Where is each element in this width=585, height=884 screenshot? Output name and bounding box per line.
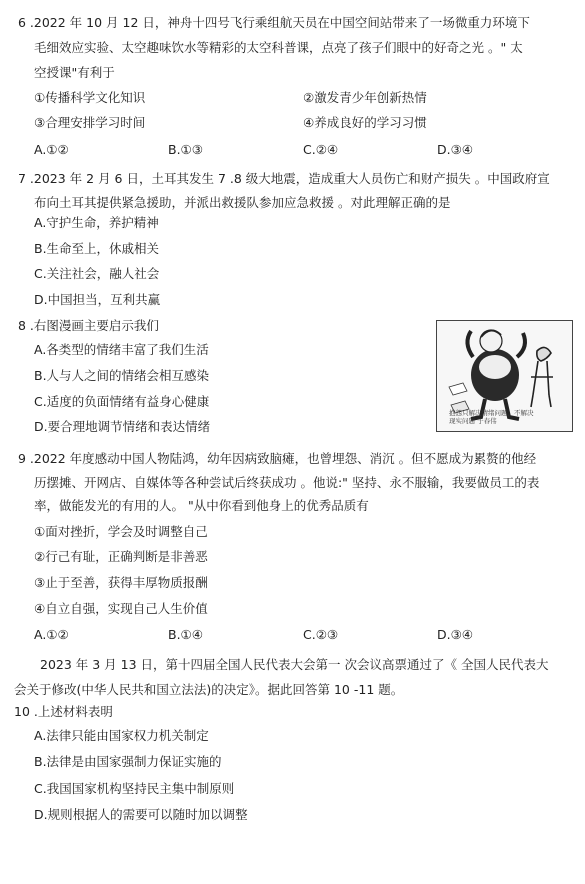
q7-option-c: C.关注社会，融人社会 xyxy=(34,266,160,281)
q10-option-c: C.我国国家机构坚持民主集中制原则 xyxy=(34,781,235,796)
q6-statement-4: ④养成良好的学习习惯 xyxy=(303,115,427,130)
q7-stem-line-2: 布向土耳其提供紧急援助，并派出救援队参加应急救援 。对此理解正确的是 xyxy=(34,195,451,210)
q10-option-b: B.法律是由国家强制力保证实施的 xyxy=(34,754,222,769)
q6-option-c: C.②④ xyxy=(303,142,339,157)
q9-stem-line-2: 历摆摊、开网店、自媒体等各种尝试后终获成功 。他说:" 坚持、永不服输，我要做员工的表 xyxy=(34,475,540,490)
q9-option-d: D.③④ xyxy=(437,627,474,642)
cartoon-caption-line-1: 抱怨只解决情绪问题，不解决 xyxy=(449,409,534,417)
q10-stem: 10 .上述材料表明 xyxy=(14,704,113,719)
material-line-2: 会关于修改(中华人民共和国立法法)的决定》。据此回答第 10 -11 题。 xyxy=(14,682,404,697)
q7-stem-line-1: 7 .2023 年 2 月 6 日，土耳其发生 7 .8 级大地震，造成重大人员伤亡和财产损失 。中国政府宣 xyxy=(18,171,550,186)
q9-option-a: A.①② xyxy=(34,627,69,642)
q10-option-d: D.规则根据人的需要可以随时加以调整 xyxy=(34,807,248,822)
q6-option-d: D.③④ xyxy=(437,142,474,157)
q6-option-b: B.①③ xyxy=(168,142,203,157)
q6-stem-line-1: 6 .2022 年 10 月 12 日，神舟十四号飞行乘组航天员在中国空间站带来了一场微重力环境下 xyxy=(18,15,530,30)
q8-cartoon-image xyxy=(436,320,573,432)
material-line-1: 2023 年 3 月 13 日，第十四届全国人民代表大会第一 次会议高票通过了《 全国人民代表大 xyxy=(40,657,549,672)
q6-stem-line-3: 空授课"有利于 xyxy=(34,65,115,80)
q8-option-c: C.适度的负面情绪有益身心健康 xyxy=(34,394,210,409)
q10-option-a: A.法律只能由国家权力机关制定 xyxy=(34,728,209,743)
q8-option-b: B.人与人之间的情绪会相互感染 xyxy=(34,368,210,383)
q6-statement-2: ②激发青少年创新热情 xyxy=(303,90,427,105)
q7-option-b: B.生命至上，休戚相关 xyxy=(34,241,160,256)
q8-option-d: D.要合理地调节情绪和表达情绪 xyxy=(34,419,211,434)
q7-option-a: A.守护生命，养护精神 xyxy=(34,215,159,230)
q6-option-a: A.①② xyxy=(34,142,69,157)
q8-stem: 8 .右图漫画主要启示我们 xyxy=(18,318,159,333)
chair-icon xyxy=(531,347,553,407)
q9-statement-3: ③止于至善，获得丰厚物质报酬 xyxy=(34,575,208,590)
q9-stem-line-1: 9 .2022 年度感动中国人物陆鸿，幼年因病致脑瘫，也曾埋怨、消沉 。但不愿成为累赘的他经 xyxy=(18,451,537,466)
q9-stem-line-3: 率，做能发光的有用的人。 "从中你看到他身上的优秀品质有 xyxy=(34,498,369,513)
q9-statement-4: ④自立自强，实现自己人生价值 xyxy=(34,601,208,616)
q9-statement-2: ②行己有耻，正确判断是非善恶 xyxy=(34,549,208,564)
q7-option-d: D.中国担当，互利共赢 xyxy=(34,292,161,307)
cartoon-caption-line-2: 现实问题 于春伟 xyxy=(449,417,497,425)
q6-statement-1: ①传播科学文化知识 xyxy=(34,90,146,105)
q6-statement-3: ③合理安排学习时间 xyxy=(34,115,146,130)
q9-option-c: C.②③ xyxy=(303,627,339,642)
q6-stem-line-2: 毛细效应实验、太空趣味饮水等精彩的太空科普课，点亮了孩子们眼中的好奇之光 。" 太 xyxy=(34,40,523,55)
q8-option-a: A.各类型的情绪丰富了我们生活 xyxy=(34,342,209,357)
angry-man-figure xyxy=(467,330,525,419)
q9-option-b: B.①④ xyxy=(168,627,203,642)
q9-statement-1: ①面对挫折，学会及时调整自己 xyxy=(34,524,208,539)
